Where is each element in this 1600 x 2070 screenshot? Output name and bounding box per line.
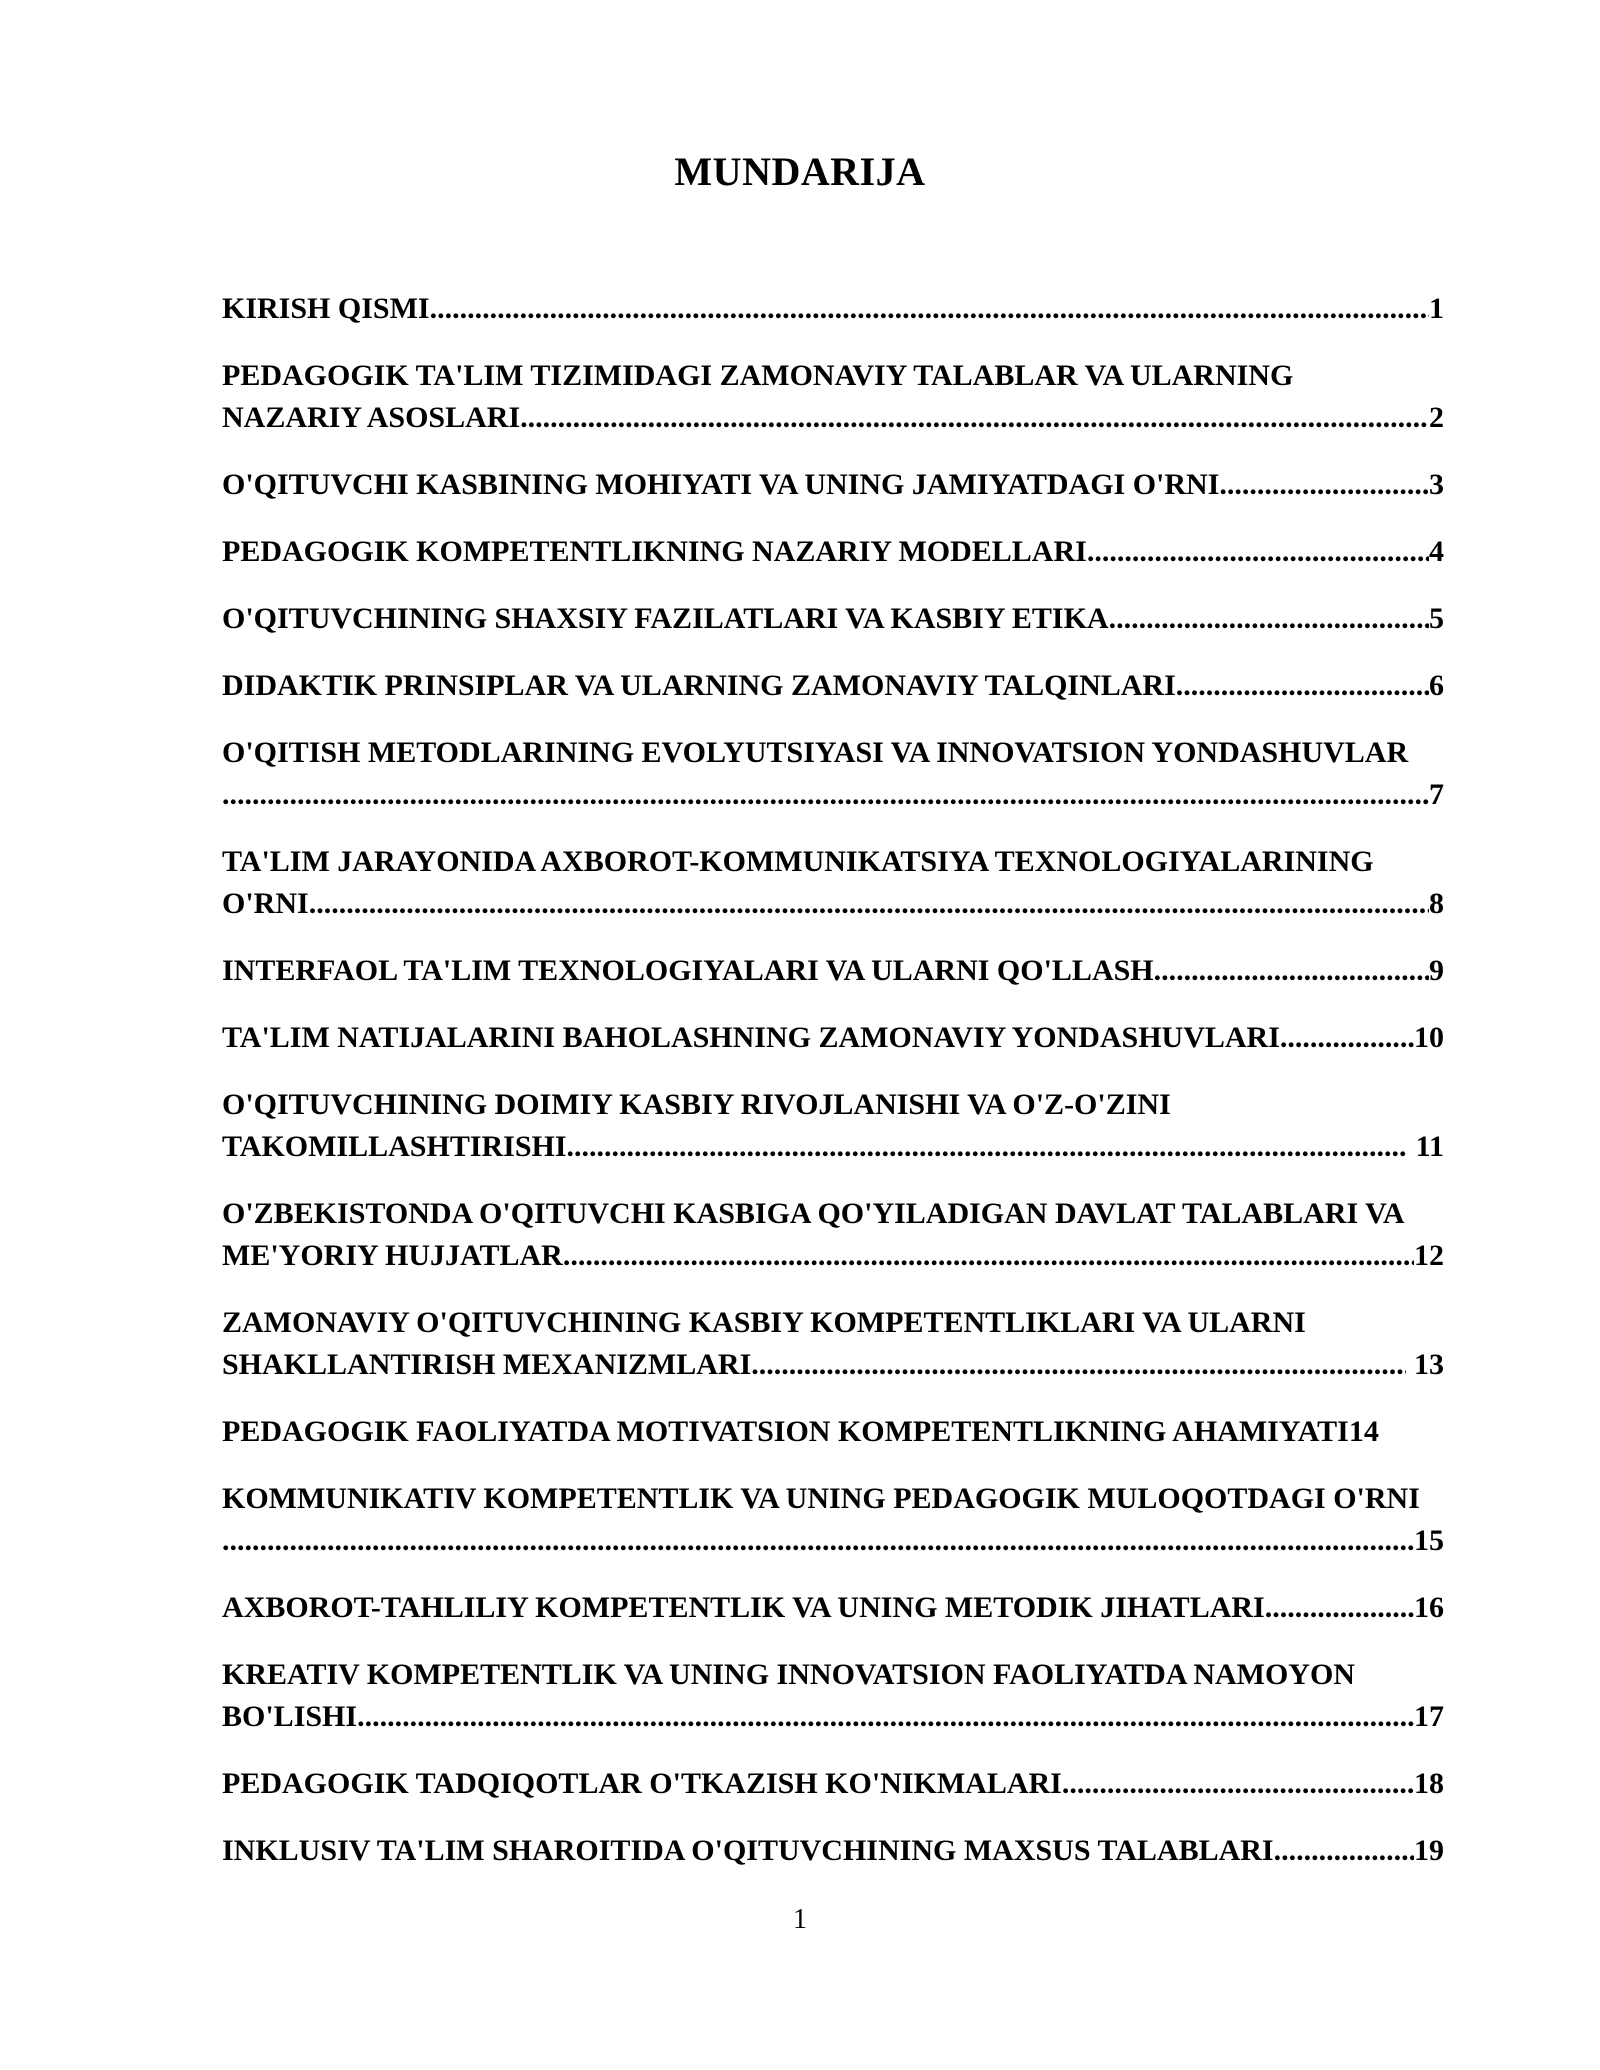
toc-page-number: 5	[1429, 602, 1444, 635]
dot-leader	[567, 1126, 1408, 1168]
toc-entry-title: O'QITUVCHINING DOIMIY KASBIY RIVOJLANISHI VA O'Z-O'ZINI	[222, 1088, 1171, 1121]
toc-entry-last-line	[222, 1520, 1444, 1562]
toc-entry-title: O'ZBEKISTONDA O'QITUVCHI KASBIGA QO'YILADIGAN DAVLAT TALABLARI VA	[222, 1197, 1405, 1230]
dot-leader	[520, 397, 1429, 439]
toc-entry-last-line	[222, 464, 1444, 506]
toc-entry-last-line	[222, 665, 1444, 707]
toc-entry[interactable]	[222, 1763, 1444, 1805]
toc-entry[interactable]	[222, 732, 1444, 816]
toc-entry-last-line	[222, 1830, 1444, 1872]
toc-entry-title: DIDAKTIK PRINSIPLAR VA ULARNING ZAMONAVIY TALQINLARI	[222, 669, 1176, 702]
toc-entry-last-line	[222, 1235, 1444, 1277]
dot-leader	[430, 288, 1429, 330]
toc-entry-title: O'QITISH METODLARINING EVOLYUTSIYASI VA INNOVATSION YONDASHUVLAR	[222, 736, 1409, 769]
toc-entry-title: TA'LIM NATIJALARINI BAHOLASHNING ZAMONAVIY YONDASHUVLARI	[222, 1021, 1280, 1054]
toc-entry-last-line	[222, 1696, 1444, 1738]
dot-leader	[1274, 1830, 1414, 1872]
toc-entry-title: O'QITUVCHINING SHAXSIY FAZILATLARI VA KASBIY ETIKA	[222, 602, 1109, 635]
toc-entry-title: PEDAGOGIK TA'LIM TIZIMIDAGI ZAMONAVIY TALABLAR VA ULARNING	[222, 359, 1294, 392]
toc-entry-title: AXBOROT-TAHLILIY KOMPETENTLIK VA UNING METODIK JIHATLARI	[222, 1591, 1265, 1624]
dot-leader	[1176, 665, 1429, 707]
toc-entry[interactable]	[222, 1587, 1444, 1629]
dot-leader	[1280, 1017, 1414, 1059]
dot-leader	[1087, 531, 1429, 573]
toc-entry[interactable]	[222, 1654, 1444, 1738]
toc-page-number: 12	[1414, 1239, 1444, 1272]
dot-leader	[309, 883, 1429, 925]
toc-entry-title: NAZARIY ASOSLARI	[222, 401, 521, 434]
page-title: MUNDARIJA	[674, 149, 926, 194]
toc-page-number: 3	[1429, 468, 1444, 501]
toc-page-number: 19	[1414, 1834, 1444, 1867]
toc-page-number: 11	[1415, 1130, 1444, 1163]
toc-entry[interactable]	[222, 841, 1444, 925]
toc-entry-last-line	[222, 531, 1444, 573]
dot-leader	[751, 1344, 1406, 1386]
toc-page-number: 8	[1429, 887, 1444, 920]
toc-page-number: 15	[1414, 1524, 1444, 1557]
toc-entry-title: INKLUSIV TA'LIM SHAROITIDA O'QITUVCHINING MAXSUS TALABLARI	[222, 1834, 1274, 1867]
toc-page-number: 18	[1414, 1767, 1444, 1800]
toc-entry[interactable]	[222, 531, 1444, 573]
toc-entry[interactable]	[222, 1830, 1444, 1872]
table-of-contents	[222, 288, 1444, 1897]
toc-page-number: 16	[1414, 1591, 1444, 1624]
toc-page-number: 7	[1429, 778, 1444, 811]
toc-entry[interactable]	[222, 1084, 1444, 1168]
toc-entry[interactable]	[222, 1193, 1444, 1277]
dot-leader	[1265, 1587, 1414, 1629]
toc-entry-last-line	[222, 1763, 1444, 1805]
toc-page-number: 13	[1414, 1348, 1444, 1381]
toc-entry-last-line	[222, 1017, 1444, 1059]
toc-entry[interactable]	[222, 464, 1444, 506]
toc-entry-title: ZAMONAVIY O'QITUVCHINING KASBIY KOMPETENTLIKLARI VA ULARNI	[222, 1306, 1306, 1339]
toc-entry-title: TAKOMILLASHTIRISHI	[222, 1130, 567, 1163]
toc-entry-title: O'QITUVCHI KASBINING MOHIYATI VA UNING JAMIYATDAGI O'RNI	[222, 468, 1220, 501]
toc-entry[interactable]	[222, 1302, 1444, 1386]
toc-entry-title: INTERFAOL TA'LIM TEXNOLOGIYALARI VA ULARNI QO'LLASH	[222, 954, 1154, 987]
toc-entry[interactable]	[222, 1411, 1444, 1453]
toc-entry-title: PEDAGOGIK TADQIQOTLAR O'TKAZISH KO'NIKMALARI	[222, 1767, 1062, 1800]
toc-entry[interactable]	[222, 950, 1444, 992]
dot-leader	[1219, 464, 1429, 506]
page-number: 1	[793, 1904, 807, 1935]
dot-leader	[1154, 950, 1429, 992]
toc-entry[interactable]	[222, 288, 1444, 330]
toc-entry-last-line	[222, 1344, 1444, 1386]
toc-entry-title: O'RNI	[222, 887, 309, 920]
toc-entry[interactable]	[222, 665, 1444, 707]
toc-entry-title: PEDAGOGIK KOMPETENTLIKNING NAZARIY MODELLARI	[222, 535, 1087, 568]
toc-entry-last-line	[222, 397, 1444, 439]
toc-entry-last-line	[222, 288, 1444, 330]
dot-leader	[357, 1696, 1414, 1738]
toc-entry-last-line	[222, 1411, 1444, 1453]
dot-leader	[1109, 598, 1429, 640]
toc-entry-last-line	[222, 883, 1444, 925]
toc-page-number: 14	[1348, 1415, 1379, 1448]
toc-entry-title: BO'LISHI	[222, 1700, 358, 1733]
toc-page-number: 4	[1429, 535, 1444, 568]
dot-leader	[222, 774, 1429, 816]
dot-leader	[222, 1520, 1414, 1562]
toc-entry-title: KOMMUNIKATIV KOMPETENTLIK VA UNING PEDAGOGIK MULOQOTDAGI O'RNI	[222, 1482, 1420, 1515]
toc-entry-last-line	[222, 950, 1444, 992]
toc-entry-last-line	[222, 598, 1444, 640]
toc-entry[interactable]	[222, 1478, 1444, 1562]
toc-page-number: 6	[1429, 669, 1444, 702]
toc-page-number: 10	[1414, 1021, 1444, 1054]
toc-entry[interactable]	[222, 598, 1444, 640]
toc-entry-last-line	[222, 1587, 1444, 1629]
dot-leader	[1062, 1763, 1414, 1805]
toc-page-number: 9	[1429, 954, 1444, 987]
toc-page-number: 1	[1429, 292, 1444, 325]
toc-entry-title: KIRISH QISMI	[222, 292, 430, 325]
toc-entry[interactable]	[222, 355, 1444, 439]
toc-entry-title: ME'YORIY HUJJATLAR	[222, 1239, 563, 1272]
toc-entry-title: SHAKLLANTIRISH MEXANIZMLARI	[222, 1348, 752, 1381]
toc-entry-title: TA'LIM JARAYONIDA AXBOROT-KOMMUNIKATSIYA TEXNOLOGIYALARINING	[222, 845, 1374, 878]
toc-entry-title: KREATIV KOMPETENTLIK VA UNING INNOVATSION FAOLIYATDA NAMOYON	[222, 1658, 1355, 1691]
toc-entry[interactable]	[222, 1017, 1444, 1059]
toc-page-number: 2	[1429, 401, 1444, 434]
toc-page-number: 17	[1414, 1700, 1444, 1733]
dot-leader	[563, 1235, 1414, 1277]
toc-entry-last-line	[222, 1126, 1444, 1168]
toc-entry-last-line	[222, 774, 1444, 816]
toc-entry-title: PEDAGOGIK FAOLIYATDA MOTIVATSION KOMPETENTLIKNING AHAMIYATI	[222, 1415, 1349, 1448]
